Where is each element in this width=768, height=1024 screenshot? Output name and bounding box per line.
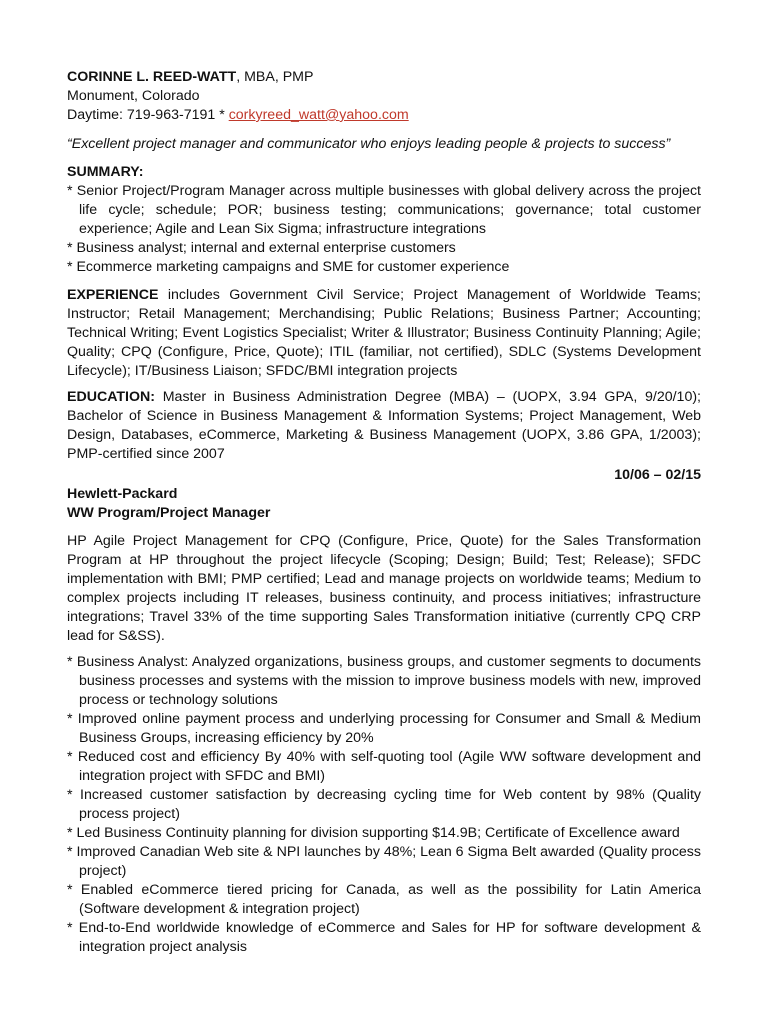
email-link[interactable]: corkyreed_watt@yahoo.com <box>228 107 409 123</box>
summary-item: * Senior Project/Program Manager across multiple businesses with global delivery across the project life cycle; schedule; POR; business testing; communications; governance; total customer experience; Agile and Lean Six Sigma; infrastructure integrations <box>67 183 701 237</box>
summary-heading: SUMMARY: <box>67 164 144 180</box>
tagline: “Excellent project manager and communicator who enjoys leading people & projects to success” <box>67 136 671 152</box>
job-description: HP Agile Project Management for CPQ (Configure, Price, Quote) for the Sales Transformation Program at HP throughout the project lifecycle (Scoping; Design; Build; Test; Release); SFDC implementation with BMI; PMP certified; Lead and manage projects on worldwide teams; Medium to complex projects including IT releases, business continuity, and process initiatives; infrastructure integrations; Travel 33% of the time supporting Sales Transformation initiative (currently CPQ CRP lead for S&SS). <box>67 533 701 644</box>
job-bullet: * Led Business Continuity planning for division supporting $14.9B; Certificate of Excellence award <box>67 825 680 841</box>
name-line <box>67 68 701 87</box>
education-section <box>67 388 701 464</box>
job-company: Hewlett-Packard <box>67 486 178 502</box>
experience-section <box>67 286 701 381</box>
job-bullet: * Enabled eCommerce tiered pricing for Canada, as well as the possibility for Latin America (Software development & integration project) <box>67 882 701 917</box>
resume-content <box>67 68 701 957</box>
job-bullet: * Increased customer satisfaction by decreasing cycling time for Web content by 98% (Quality process project) <box>67 787 701 822</box>
job-title: WW Program/Project Manager <box>67 505 271 521</box>
job-bullet: * Reduced cost and efficiency By 40% with self-quoting tool (Agile WW software development and integration project with SFDC and BMI) <box>67 749 701 784</box>
job-dates: 10/06 – 02/15 <box>614 467 701 483</box>
education-text: Master in Business Administration Degree (MBA) – (UOPX, 3.94 GPA, 9/20/10); Bachelor of Science in Business Management & Information Systems; Project Management, Web Design, Databases, eCommerce, Marketing & Business Management (UOPX, 3.86 GPA, 1/2003); PMP-certified since 2007 <box>67 389 701 462</box>
job-bullets <box>67 653 701 957</box>
credentials: , MBA, PMP <box>236 69 314 85</box>
job-bullet: * End-to-End worldwide knowledge of eCommerce and Sales for HP for software development & integration project analysis <box>67 920 701 955</box>
job-bullet: * Improved online payment process and underlying processing for Consumer and Small & Medium Business Groups, increasing efficiency by 20% <box>67 711 701 746</box>
summary-list <box>67 182 701 277</box>
phone: Daytime: 719-963-7191 * <box>67 107 229 123</box>
summary-item: * Ecommerce marketing campaigns and SME for customer experience <box>67 259 510 275</box>
education-heading: EDUCATION: <box>67 389 156 405</box>
experience-heading: EXPERIENCE <box>67 287 159 303</box>
experience-text: includes Government Civil Service; Project Management of Worldwide Teams; Instructor; Retail Management; Merchandising; Public Relations; Business Partner; Accounting; Technical Writing; Event Logistics Specialist; Writer & Illustrator; Business Continuity Planning; Agile; Quality; CPQ (Configure, Price, Quote); ITIL (familiar, not certified), SDLC (Systems Development Lifecycle); IT/Business Liaison; SFDC/BMI integration projects <box>67 287 701 379</box>
location: Monument, Colorado <box>67 88 200 104</box>
job-bullet: * Improved Canadian Web site & NPI launches by 48%; Lean 6 Sigma Belt awarded (Quality process project) <box>67 844 701 879</box>
contact-line <box>67 106 701 125</box>
summary-item: * Business analyst; internal and external enterprise customers <box>67 240 456 256</box>
candidate-name: CORINNE L. REED-WATT <box>67 69 237 85</box>
job-bullet: * Business Analyst: Analyzed organizations, business groups, and customer segments to documents business processes and systems with the mission to improve business models with new, improved process or technology solutions <box>67 654 701 708</box>
